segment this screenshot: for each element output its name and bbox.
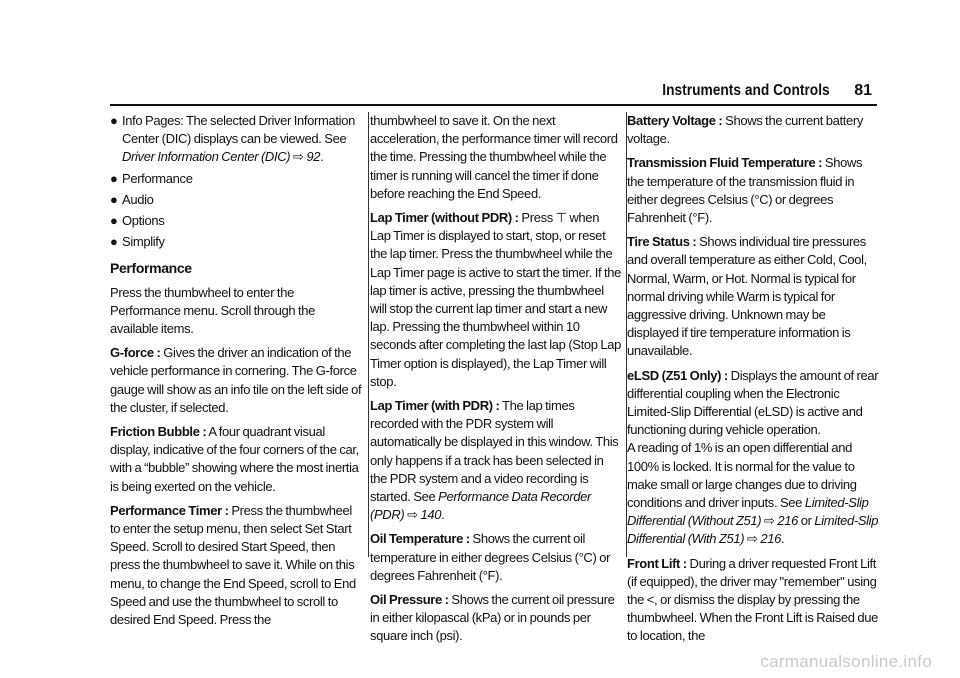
list-item: ● Info Pages: The selected Driver Information Center (DIC) displays can be viewed. See Driver Information Center (DIC) ⇨ 92. (110, 113, 355, 165)
page-reference[interactable]: 140 (420, 507, 442, 523)
term-label: G-force : (110, 345, 161, 361)
term-label: Oil Temperature : (370, 531, 470, 547)
bullet-icon: ● (110, 113, 118, 128)
column-1 (110, 112, 362, 635)
page-reference[interactable]: 92 (306, 149, 321, 165)
bullet-icon: ● (110, 170, 118, 186)
thumbwheel-left-icon: < (646, 592, 655, 608)
thumbwheel-up-icon: ⊤ (555, 210, 567, 226)
paragraph: Tire Status : Shows individual tire pressures and overall temperature as either Cold, Cool, Normal, Warm, or Hot. Normal is typical for normal driving while Warm is typical for aggressive driving. Unknown may be displayed if tire temperature information is unavailable. (627, 234, 867, 359)
paragraph: A reading of 1% is an open differential and 100% is locked. It is normal for the value to make small or large changes due to driving conditions and driver inputs. See Limited-Slip Differential (Without Z51) ⇨ 216 or Limited-Slip Differential (With Z51) ⇨ 216. (627, 440, 879, 547)
column-2 (370, 112, 622, 652)
bullet-icon: ● (110, 234, 118, 250)
term-label: Oil Pressure : (370, 592, 449, 608)
term-label: Lap Timer (with PDR) : (370, 398, 500, 414)
term-label: Lap Timer (without PDR) : (370, 210, 519, 226)
watermark: carmanualsonline.info (760, 652, 932, 671)
cross-reference-link[interactable]: Driver Information Center (DIC) (122, 149, 291, 165)
page-reference[interactable]: 216 (777, 513, 798, 529)
term-label: Performance Timer : (110, 502, 229, 518)
cross-reference-link[interactable]: Limited-Slip Differential (Without Z51) (627, 495, 869, 529)
page-number: 81 (854, 82, 872, 99)
list-item: ● Performance (110, 170, 362, 188)
cross-reference-link[interactable]: Limited-Slip Differential (With Z51) (627, 513, 879, 547)
list-item: ● Simplify (110, 233, 362, 251)
paragraph: Lap Timer (with PDR) : The lap times recorded with the PDR system will automatically be displayed in this window. This only happens if a track has been selected in the PDR system and a video recording is started. See Performance Data Recorder (PDR) ⇨ 140. (370, 398, 619, 523)
term-label: Transmission Fluid Temperature : (627, 155, 823, 171)
paragraph: G-force : Gives the driver an indication of the vehicle performance in cornering. The G-force gauge will show as an info tile on the left side of the cluster, if selected. (110, 345, 362, 415)
list-item: ● Options (110, 212, 362, 230)
term-label: eLSD (Z51 Only) : (627, 367, 728, 383)
paragraph: Battery Voltage : Shows the current battery voltage. (627, 113, 864, 147)
paragraph: eLSD (Z51 Only) : Displays the amount of rear differential coupling when the Electronic Limited-Slip Differential (eLSD) is active and functioning during vehicle operation. (627, 367, 879, 438)
paragraph: Oil Pressure : Shows the current oil pressure in either kilopascal (kPa) or in pounds per square inch (psi). (370, 592, 615, 644)
term-label: Friction Bubble : (110, 424, 207, 440)
paragraph: Performance Timer : Press the thumbwheel to enter the setup menu, then select Set Start Speed. Scroll to desired Start Speed, then press the thumbwheel to save it. While on this menu, to change the End Speed, scroll to End Speed and use the thumbwheel to scroll to desired End Speed. Press the (110, 502, 356, 628)
bullet-icon: ● (110, 213, 118, 229)
arrow-icon: ⇨ (293, 149, 304, 165)
list-item: ● Audio (110, 191, 362, 209)
cross-reference-link[interactable]: Performance Data Recorder (PDR) (370, 489, 591, 523)
paragraph: Front Lift : During a driver requested Front Lift (if equipped), the driver may "remember" using the <, or dismiss the display by pressing the thumbwheel. When the Front Lift is Raised due to location, the (627, 555, 879, 644)
section-title: Instruments and Controls (662, 82, 830, 99)
page-reference[interactable]: 216 (760, 531, 781, 547)
term-label: Front Lift : (627, 555, 687, 571)
bullet-icon: ● (110, 191, 118, 207)
paragraph: thumbwheel to save it. On the next acceleration, the performance timer will record the time. Pressing the thumbwheel while the timer is running will cancel the timer if done before reaching the End Speed. (370, 113, 618, 201)
paragraph: Press the thumbwheel to enter the Performance menu. Scroll through the available items. (110, 284, 316, 337)
paragraph: Oil Temperature : Shows the current oil temperature in either degrees Celsius (°C) or degrees Fahrenheit (°F). (370, 531, 611, 583)
arrow-icon: ⇨ (747, 531, 758, 547)
term-label: Battery Voltage : (627, 113, 723, 128)
paragraph: Transmission Fluid Temperature : Shows the temperature of the transmission fluid in either degrees Celsius (°C) or degrees Fahrenheit (°F). (627, 155, 863, 226)
arrow-icon: ⇨ (407, 507, 418, 523)
header-rule (110, 104, 877, 106)
column-3 (627, 112, 879, 652)
paragraph: Friction Bubble : A four quadrant visual display, indicative of the four corners of the car, with a “bubble” showing where the most inertia is being exerted on the vehicle. (110, 424, 359, 494)
section-heading: Performance (110, 260, 192, 277)
term-label: Tire Status : (627, 234, 697, 250)
paragraph: Lap Timer (without PDR) : Press ⊤ when Lap Timer is displayed to start, stop, or reset the lap timer. Press the thumbwheel while the Lap Timer page is active to start the timer. If the lap timer is active, pressing the thumbwheel will stop the current lap timer and start a new lap. Pressing the thumbwheel within 10 seconds after completing the last lap (Stop Lap Timer option is displayed), the Lap Timer will stop. (370, 210, 622, 389)
page-header (0, 80, 960, 106)
arrow-icon: ⇨ (764, 513, 775, 529)
column-divider (368, 112, 369, 557)
